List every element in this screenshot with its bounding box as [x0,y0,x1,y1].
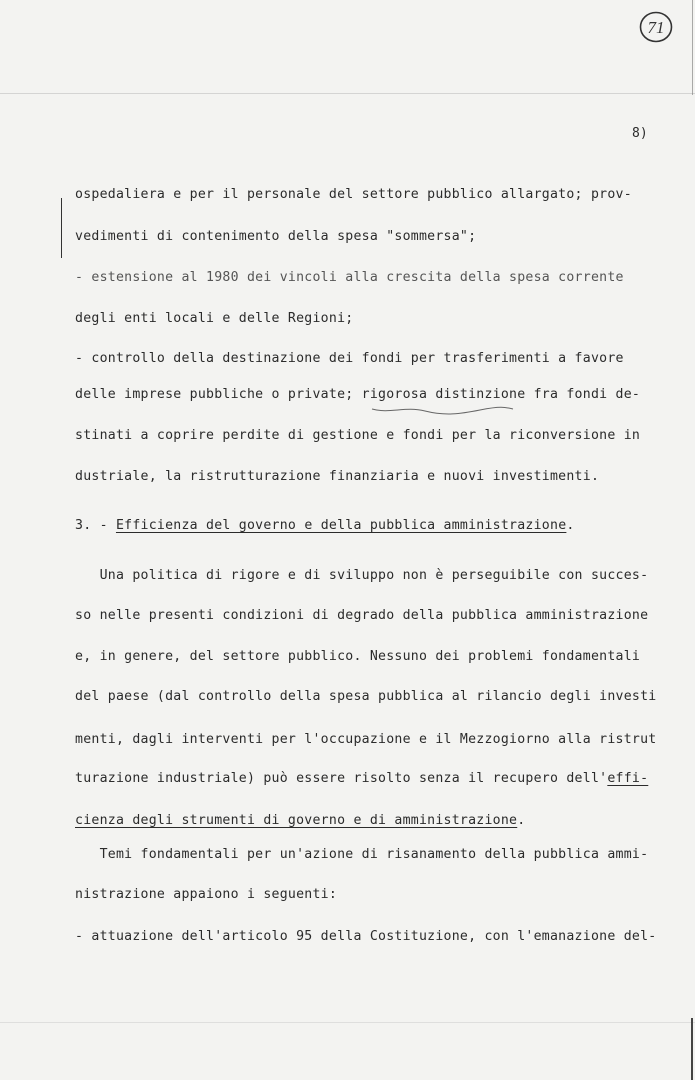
wavy-underline-mark [370,405,515,415]
scan-top-line [0,93,695,94]
text-line-5: - controllo della destinazione dei fondi per trasferimenti a favore [75,351,624,366]
text-line-16-period: . [517,813,526,828]
text-line-13: del paese (dal controllo della spesa pubblica al rilancio degli investi [75,689,657,704]
text-line-18: nistrazione appaiono i seguenti: [75,887,338,902]
text-line-3: - estensione al 1980 dei vincoli alla crescita della spesa corrente [75,270,624,285]
page-number: 8) [632,126,648,141]
page-stamp [638,10,674,44]
text-line-16-underlined: cienza degli strumenti di governo e di amministrazione [75,813,518,828]
section-heading [75,518,575,533]
section-number: 3. - [75,518,116,533]
section-title: Efficienza del governo e della pubblica amministrazione [115,518,567,533]
text-line-15 [75,771,648,786]
text-line-10: Una politica di rigore e di sviluppo non è perseguibile con succes- [75,568,649,583]
margin-bracket-mark [61,198,68,258]
text-line-4: degli enti locali e delle Regioni; [75,311,354,326]
section-title-period: . [566,518,575,533]
text-line-16 [75,813,525,828]
scan-bottom-line [0,1022,695,1023]
text-line-6: delle imprese pubbliche o private; rigorosa distinzione fra fondi de- [75,387,641,402]
scan-edge-top [692,0,693,95]
text-line-1: ospedaliera e per il personale del settore pubblico allargato; prov- [75,187,632,202]
text-line-11: so nelle presenti condizioni di degrado della pubblica amministrazione [75,608,649,623]
text-line-14: menti, dagli interventi per l'occupazione e il Mezzogiorno alla ristrut [75,732,657,747]
text-line-17: Temi fondamentali per un'azione di risanamento della pubblica ammi- [75,847,649,862]
text-line-7: stinati a coprire perdite di gestione e fondi per la riconversione in [75,428,641,443]
text-line-15-main: turazione industriale) può essere risolto senza il recupero dell' [75,771,608,786]
text-line-15-underlined: effi- [607,771,649,786]
text-line-2: vedimenti di contenimento della spesa "sommersa"; [75,229,477,244]
stamp-number: 71 [647,18,665,37]
text-line-12: e, in genere, del settore pubblico. Nessuno dei problemi fondamentali [75,649,641,664]
text-line-19: - attuazione dell'articolo 95 della Costituzione, con l'emanazione del- [75,929,657,944]
text-line-8: dustriale, la ristrutturazione finanziaria e nuovi investimenti. [75,469,600,484]
scan-edge-bottom [691,1018,693,1080]
